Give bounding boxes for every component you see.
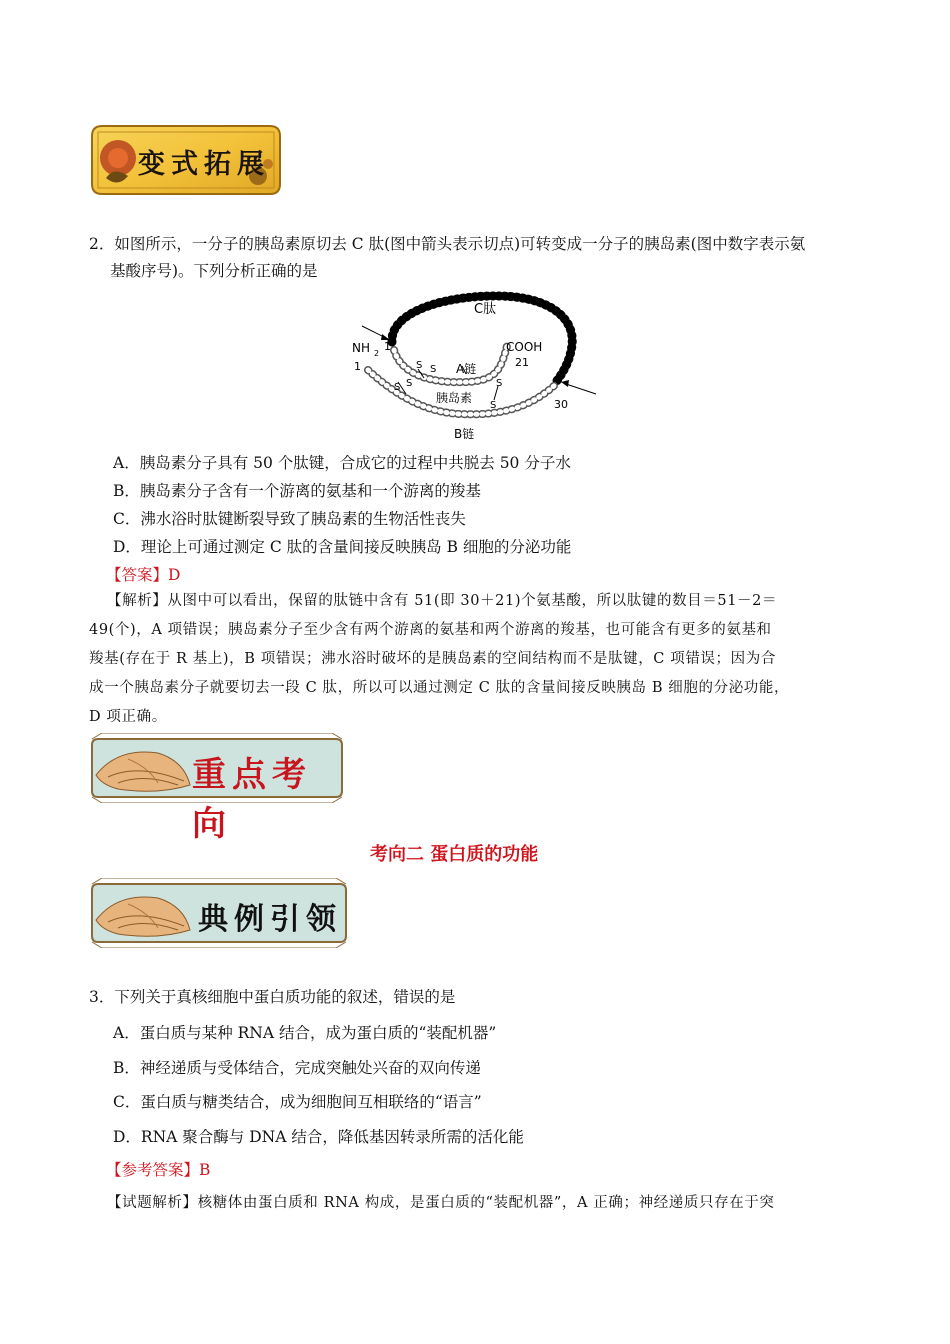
label-sulfur: S xyxy=(416,360,423,371)
cut-arrow-left xyxy=(362,326,390,340)
label-b-chain: B链 xyxy=(454,427,475,441)
question-2-explanation-line: 49(个)，A 项错误；胰岛素分子至少含有两个游离的氨基和两个游离的羧基，也可能含有更多的氨基和 xyxy=(89,622,772,638)
banner-typical-example xyxy=(88,878,350,948)
label-b-start: 1 xyxy=(354,360,361,373)
banner-variant-expansion xyxy=(88,118,284,202)
label-sulfur: S xyxy=(394,382,401,393)
question-2-option-d: D．理论上可通过测定 C 肽的含量间接反映胰岛 B 细胞的分泌功能 xyxy=(113,538,572,556)
label-c-peptide: C肽 xyxy=(474,302,497,317)
question-3-option-b: B．神经递质与受体结合，完成突触处兴奋的双向传递 xyxy=(113,1059,481,1077)
question-2-explanation-line: D 项正确。 xyxy=(89,709,167,725)
question-2-option-c: C．沸水浴时肽键断裂导致了胰岛素的生物活性丧失 xyxy=(113,510,466,528)
banner-label: 变式拓展 xyxy=(138,149,270,180)
label-a-start: 1 xyxy=(384,340,391,353)
section-title: 考向二 蛋白质的功能 xyxy=(370,844,539,865)
question-3-explanation-line: 【试题解析】核糖体由蛋白质和 RNA 构成，是蛋白质的“装配机器”，A 正确；神经递质只存在于突 xyxy=(107,1195,775,1211)
question-3-option-a: A．蛋白质与某种 RNA 结合，成为蛋白质的“装配机器” xyxy=(113,1024,497,1042)
label-a-end: 21 xyxy=(515,356,529,369)
label-b-end: 30 xyxy=(554,398,568,411)
question-2-option-b: B．胰岛素分子含有一个游离的氨基和一个游离的羧基 xyxy=(113,482,481,500)
label-sulfur: S xyxy=(496,378,503,389)
label-a-chain: A链 xyxy=(456,362,477,376)
cut-arrow-right xyxy=(561,380,596,394)
question-2-explanation-line: 成一个胰岛素分子就要切去一段 C 肽，所以可以通过测定 C 肽的含量间接反映胰岛 B 细胞的分泌功能， xyxy=(89,680,790,696)
insulin-diagram xyxy=(350,290,610,445)
question-3-stem: 3．下列关于真核细胞中蛋白质功能的叙述，错误的是 xyxy=(89,988,456,1006)
question-2-stem-line2: 基酸序号)。下列分析正确的是 xyxy=(110,262,318,280)
label-sulfur: S xyxy=(430,364,437,375)
question-2-option-a: A．胰岛素分子具有 50 个肽键，合成它的过程中共脱去 50 分子水 xyxy=(113,454,571,472)
label-sulfur: S xyxy=(406,378,413,389)
banner-label: 典例引领 xyxy=(198,902,342,937)
a-chain xyxy=(394,346,507,382)
question-2-answer: 【答案】D xyxy=(106,566,181,584)
label-insulin: 胰岛素 xyxy=(436,391,473,405)
question-3-option-d: D．RNA 聚合酶与 DNA 结合，降低基因转录所需的活化能 xyxy=(113,1128,524,1146)
label-sulfur: S xyxy=(490,400,497,411)
question-2-explanation-line: 羧基(存在于 R 基上)，B 项错误；沸水浴时破坏的是胰岛素的空间结构而不是肽键，C 项错误；因为合 xyxy=(89,651,776,667)
question-3-answer: 【参考答案】B xyxy=(106,1161,211,1179)
banner-key-direction xyxy=(88,733,346,844)
question-2-explanation-line: 【解析】从图中可以看出，保留的肽链中含有 51(即 30＋21)个氨基酸，所以肽键的数目＝51－2＝ xyxy=(107,593,778,609)
label-nh2: NH xyxy=(352,341,370,355)
label-cooh: COOH xyxy=(506,340,543,354)
question-2-stem-line1: 2．如图所示，一分子的胰岛素原切去 C 肽(图中箭头表示切点)可转变成一分子的胰岛素(图中数字表示氨 xyxy=(89,235,806,253)
question-3-option-c: C．蛋白质与糖类结合，成为细胞间互相联络的“语言” xyxy=(113,1093,482,1111)
banner-label: 重点考向 xyxy=(192,755,312,844)
label-nh2-sub: 2 xyxy=(374,349,380,358)
